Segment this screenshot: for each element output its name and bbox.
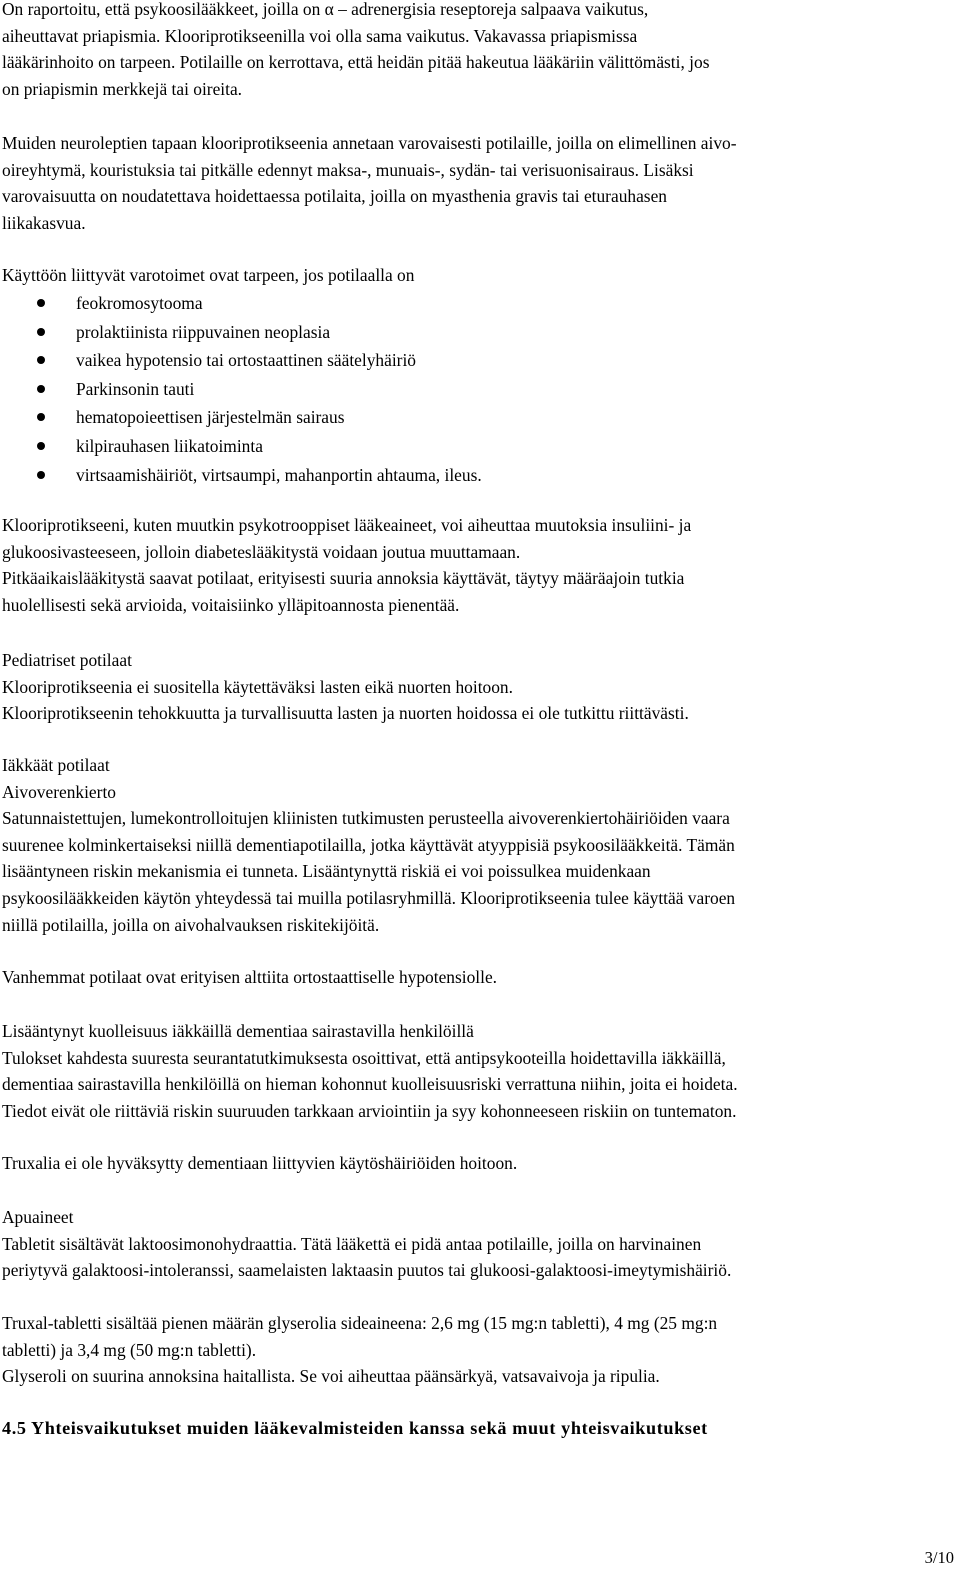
page-number: 3/10 — [924, 1548, 954, 1567]
text-line: dementiaa sairastavilla henkilöillä on hieman kohonnut kuolleisuusriski verrattuna niihin, joita ei hoideta. — [2, 1074, 738, 1095]
text-line: periytyvä galaktoosi-intoleranssi, saamelaisten laktaasin puutos tai glukoosi-galaktoosi-imeytymishäiriö. — [2, 1260, 732, 1281]
paragraph-elderly — [2, 752, 946, 938]
section-heading: 4.5 Yhteisvaikutukset muiden lääkevalmisteiden kanssa sekä muut yhteisvaikutukset — [2, 1418, 708, 1438]
text-line: Tulokset kahdesta suuresta seurantatutkimuksesta osoittivat, että antipsykooteilla hoidettavilla iäkkäillä, — [2, 1047, 726, 1068]
text-line: Vanhemmat potilaat ovat erityisen alttiita ortostaattiselle hypotensiolle. — [2, 967, 498, 987]
list-item: hematopoieettisen järjestelmän sairaus — [0, 403, 482, 432]
subheading-pediatric: Pediatriset potilaat — [2, 650, 132, 670]
text-line: lisääntyneen riskin mekanismia ei tunneta. Lisääntynyttä riskiä ei voi poissulkea muidenkaan — [2, 861, 651, 882]
text-line: liikakasvua. — [2, 212, 86, 233]
subheading-mortality: Lisääntynyt kuolleisuus iäkkäillä dementiaa sairastavilla henkilöillä — [2, 1021, 474, 1041]
text-line: Truxalia ei ole hyväksytty dementiaan liittyvien käytöshäiriöiden hoitoon. — [2, 1153, 518, 1173]
paragraph-mortality — [2, 1018, 946, 1124]
text-line: Klooriprotikseenin tehokkuutta ja turvallisuutta lasten ja nuorten hoidossa ei ole tutkittu riittävästi. — [2, 703, 689, 724]
text-line: tabletti) ja 3,4 mg (50 mg:n tabletti). — [2, 1339, 257, 1360]
text-line: Pitkäaikaislääkitystä saavat potilaat, erityisesti suuria annoksia käyttävät, täytyy määräajoin tutkia — [2, 568, 685, 589]
text-line: varovaisuutta on noudatettava hoidettaessa potilaita, joilla on myasthenia gravis tai eturauhasen — [2, 186, 667, 207]
subheading-cerebrovascular: Aivoverenkierto — [2, 781, 116, 802]
subheading-elderly: Iäkkäät potilaat — [2, 755, 110, 775]
paragraph-precautions-intro — [2, 262, 946, 289]
paragraph-glycerol — [2, 1310, 946, 1390]
text-line: on priapismin merkkejä tai oireita. — [2, 78, 243, 99]
paragraph-orthostatic — [2, 964, 946, 991]
text-line: niillä potilailla, joilla on aivohalvauksen riskitekijöitä. — [2, 914, 380, 935]
subheading-excipients: Apuaineet — [2, 1207, 74, 1227]
text-line: On raportoitu, että psykoosilääkkeet, joilla on α – adrenergisia reseptoreja salpaava vaikutus, — [2, 0, 649, 19]
text-line: Klooriprotikseeni, kuten muutkin psykotrooppiset lääkeaineet, voi aiheuttaa muutoksia insuliini- ja — [2, 515, 692, 535]
paragraph-excipients — [2, 1204, 946, 1284]
paragraph-priapism — [2, 0, 946, 102]
precautions-list — [0, 289, 482, 489]
text-line: aiheuttavat priapismia. Klooriprotikseenilla voi olla sama vaikutus. Vakavassa priapismissa — [2, 25, 638, 46]
text-line: Muiden neuroleptien tapaan klooriprotikseenia annetaan varovaisesti potilaille, joilla on elimellinen aivo- — [2, 133, 737, 153]
text-line: oireyhtymä, kouristuksia tai pitkälle edennyt maksa-, munuais-, sydän- tai verisuonisairaus. Lisäksi — [2, 159, 694, 180]
text-line: huolellisesti sekä arvioida, voitaisiinko ylläpitoannosta pienentää. — [2, 594, 460, 615]
text-line: Klooriprotikseenia ei suositella käytettäväksi lasten eikä nuorten hoitoon. — [2, 676, 513, 697]
list-item: vaikea hypotensio tai ortostaattinen säätelyhäiriö — [0, 346, 482, 375]
text-line: glukoosivasteeseen, jolloin diabeteslääkitystä voidaan joutua muuttamaan. — [2, 541, 521, 562]
paragraph-glucose — [2, 512, 946, 618]
text-line: lääkärinhoito on tarpeen. Potilaille on kerrottava, että heidän pitää hakeutua lääkäriin välittömästi, jos — [2, 52, 710, 73]
list-item: prolaktiinista riippuvainen neoplasia — [0, 318, 482, 347]
text-line: Tiedot eivät ole riittäviä riskin suuruuden tarkkaan arviointiin ja syy kohonneeseen riskiin on tuntematon. — [2, 1100, 737, 1121]
list-item: kilpirauhasen liikatoiminta — [0, 432, 482, 461]
paragraph-pediatric — [2, 647, 946, 727]
paragraph-truxal-dementia — [2, 1150, 946, 1177]
paragraph-caution — [2, 130, 946, 236]
list-item: feokromosytooma — [0, 289, 482, 318]
text-line: Glyseroli on suurina annoksina haitallista. Se voi aiheuttaa päänsärkyä, vatsavaivoja ja ripulia. — [2, 1366, 660, 1387]
text-line: Truxal-tabletti sisältää pienen määrän glyserolia sideaineena: 2,6 mg (15 mg:n tabletti), 4 mg (25 mg:n — [2, 1313, 718, 1333]
text-line: suurenee kolminkertaiseksi niillä dementiapotilailla, jotka käyttävät atyyppisiä psykoosilääkkeitä. Tämän — [2, 834, 735, 855]
text-line: Satunnaistettujen, lumekontrolloitujen kliinisten tutkimusten perusteella aivoverenkiertohäiriöiden vaara — [2, 808, 730, 829]
text-line: Tabletit sisältävät laktoosimonohydraattia. Tätä lääkettä ei pidä antaa potilaille, joilla on harvinainen — [2, 1233, 702, 1254]
list-item: virtsaamishäiriöt, virtsaumpi, mahanportin ahtauma, ileus. — [0, 461, 482, 490]
text-line: Käyttöön liittyvät varotoimet ovat tarpeen, jos potilaalla on — [2, 265, 415, 285]
list-item: Parkinsonin tauti — [0, 375, 482, 404]
text-line: psykoosilääkkeiden käytön yhteydessä tai muilla potilasryhmillä. Klooriprotikseenia tulee käyttää varoen — [2, 887, 736, 908]
